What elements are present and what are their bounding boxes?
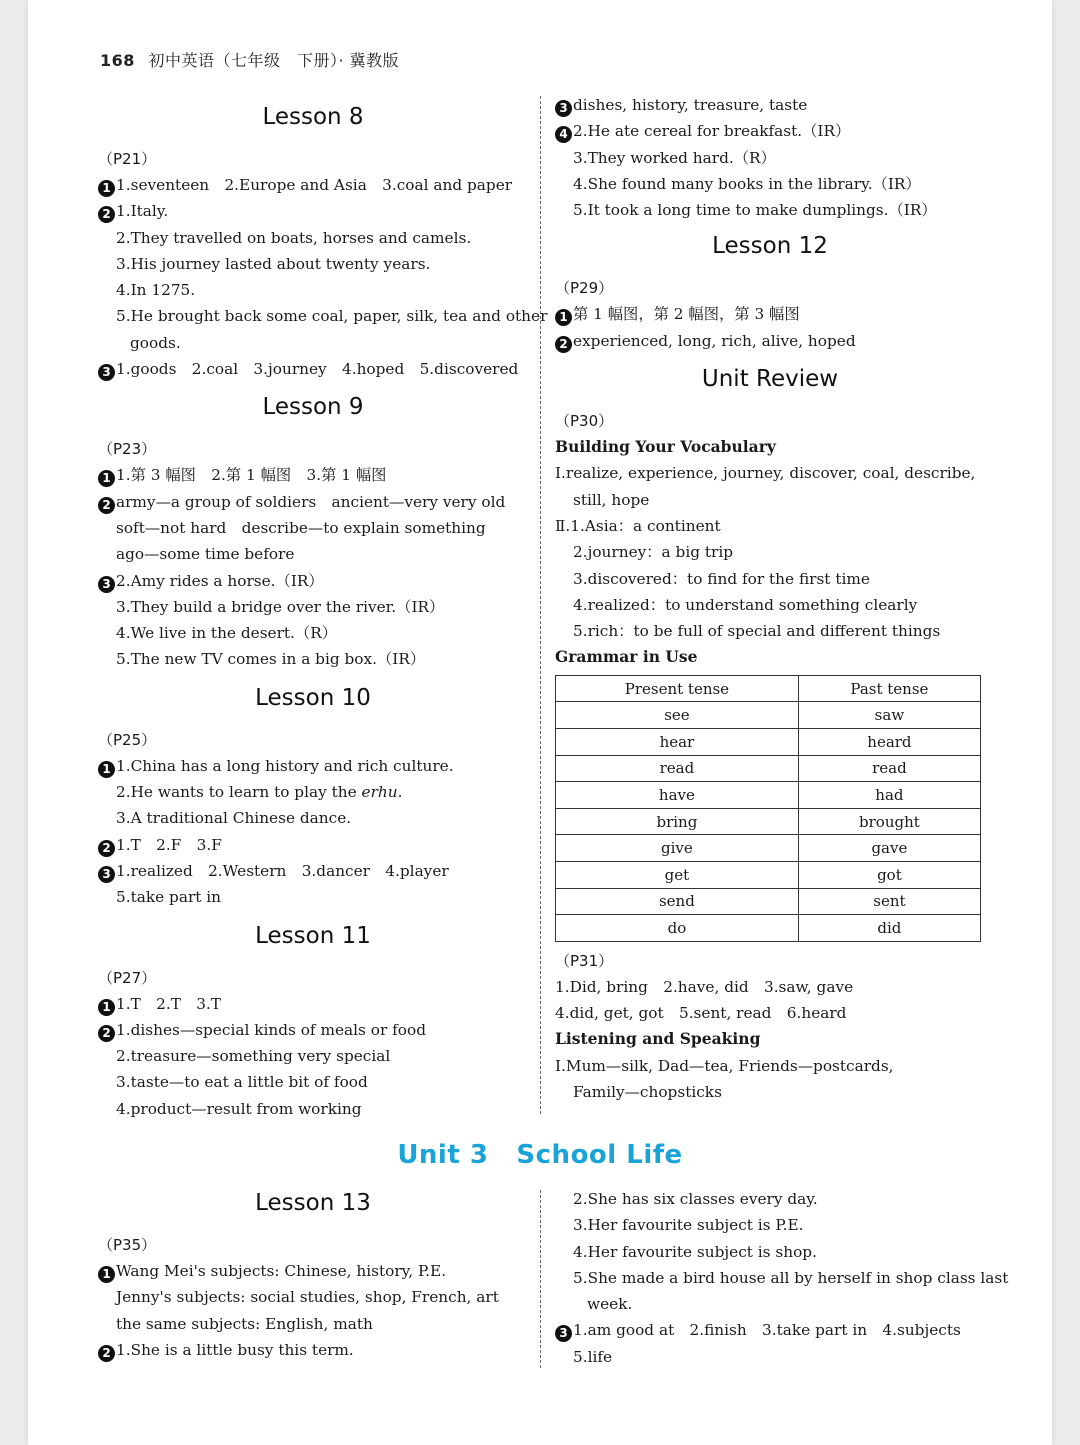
page-ref: （P31） xyxy=(555,951,614,970)
lesson-10-title: Lesson 10 xyxy=(255,684,371,711)
page-number: 168 xyxy=(100,51,135,70)
number-marker: 3 xyxy=(98,364,115,381)
number-marker: 2 xyxy=(98,497,115,514)
number-marker: 1 xyxy=(98,999,115,1016)
lesson-13-title: Lesson 13 xyxy=(255,1190,371,1216)
page-ref: （P23） xyxy=(98,440,157,459)
answer-line: 4.did, get, got 5.sent, read 6.heard xyxy=(555,1003,847,1022)
italic-word: erhu xyxy=(361,783,398,802)
table-row xyxy=(556,782,981,809)
number-marker: 2 xyxy=(98,1025,115,1042)
number-marker: 3 xyxy=(98,866,115,883)
answer-line: goods. xyxy=(130,333,181,352)
page-ref: （P29） xyxy=(555,279,614,298)
book-title: 初中英语（七年级 下册）· 冀教版 xyxy=(148,51,400,70)
answer-line: 4.product—result from working xyxy=(116,1099,362,1118)
answer-line: soft—not hard describe—to explain something xyxy=(116,518,486,537)
number-marker: 1 xyxy=(98,470,115,487)
column-header: Past tense xyxy=(798,675,980,702)
page-header xyxy=(100,48,399,71)
table-row xyxy=(556,755,981,782)
answer-line: 3 dishes, history, treasure, taste xyxy=(555,92,985,118)
answer-line: 2.journey：a big trip xyxy=(573,543,734,562)
answer-line: week. xyxy=(587,1295,633,1314)
answer-line: 1 第 1 幅图，第 2 幅图，第 3 幅图 xyxy=(555,301,985,327)
answer-line: 4 2.He ate cereal for breakfast.（IR） xyxy=(555,118,985,144)
answer-line: 2 experienced, long, rich, alive, hoped xyxy=(555,328,985,354)
page-ref: （P30） xyxy=(555,412,614,431)
answer-line: Ⅱ.1.Asia：a continent xyxy=(555,516,721,535)
answer-line: 3.Her favourite subject is P.E. xyxy=(573,1216,804,1235)
answer-line: 1 1.T 2.T 3.T xyxy=(98,991,528,1017)
table-cell: saw xyxy=(798,702,980,729)
lesson-8-title: Lesson 8 xyxy=(262,104,364,130)
unit-name: School Life xyxy=(516,1140,683,1170)
answer-line: 3.They worked hard.（R） xyxy=(573,148,776,167)
answer-line: 2 1.Italy. xyxy=(98,198,528,224)
answer-line: 5.It took a long time to make dumplings.（IR） xyxy=(573,201,937,220)
answer-line: 4.In 1275. xyxy=(116,281,196,300)
column-divider-top xyxy=(540,96,541,1114)
column-divider-bottom xyxy=(540,1190,541,1368)
answer-line: the same subjects: English, math xyxy=(116,1314,373,1333)
section-heading: Grammar in Use xyxy=(555,647,698,667)
table-row xyxy=(556,888,981,915)
answer-line: 1 1.第 3 幅图 2.第 1 幅图 3.第 1 幅图 xyxy=(98,462,528,488)
answer-line: 3 1.goods 2.coal 3.journey 4.hoped 5.discovered xyxy=(98,356,528,382)
table-cell: get xyxy=(556,861,799,888)
table-cell: read xyxy=(798,755,980,782)
answer-line: 2 1.T 2.F 3.F xyxy=(98,832,528,858)
answer-line: 5.take part in xyxy=(116,888,222,907)
table-cell: have xyxy=(556,782,799,809)
page-ref: （P27） xyxy=(98,968,157,987)
lesson-12-title: Lesson 12 xyxy=(712,233,828,260)
answer-line: 3.discovered：to find for the first time xyxy=(573,569,870,588)
answer-line: 3 1.realized 2.Western 3.dancer 4.player xyxy=(98,858,528,884)
number-marker: 3 xyxy=(555,1325,572,1342)
page-ref: （P35） xyxy=(98,1236,157,1254)
table-cell: had xyxy=(798,782,980,809)
number-marker: 4 xyxy=(555,126,572,143)
answer-line: 5.The new TV comes in a big box.（IR） xyxy=(116,650,426,669)
answer-line: 2.They travelled on boats, horses and camels. xyxy=(116,228,472,247)
table-cell: did xyxy=(798,915,980,942)
left-column-bottom xyxy=(98,1182,528,1363)
number-marker: 2 xyxy=(98,840,115,857)
answer-line: 5.She made a bird house all by herself in shop class last xyxy=(573,1268,1009,1287)
answer-line: 3.They build a bridge over the river.（IR） xyxy=(116,597,445,616)
table-cell: bring xyxy=(556,808,799,835)
answer-line: 5.rich：to be full of special and different things xyxy=(573,622,941,641)
table-cell: got xyxy=(798,861,980,888)
column-header: Present tense xyxy=(556,675,799,702)
page-ref: （P21） xyxy=(98,150,157,168)
number-marker: 1 xyxy=(98,180,115,197)
table-header-row xyxy=(556,675,981,702)
answer-line: 1.Did, bring 2.have, did 3.saw, gave xyxy=(555,977,854,996)
answer-line: 3.A traditional Chinese dance. xyxy=(116,809,352,828)
number-marker: 2 xyxy=(555,336,572,353)
table-row xyxy=(556,861,981,888)
number-marker: 3 xyxy=(98,576,115,593)
table-cell: give xyxy=(556,835,799,862)
answer-line: 4.realized：to understand something clearly xyxy=(573,595,918,614)
answer-line: 5.He brought back some coal, paper, silk, tea and other xyxy=(116,307,548,326)
answer-line: 4.Her favourite subject is shop. xyxy=(573,1242,817,1261)
answer-line: 2 army—a group of soldiers ancient—very very old xyxy=(98,489,528,515)
table-cell: send xyxy=(556,888,799,915)
table-row xyxy=(556,808,981,835)
answer-line: 3.His journey lasted about twenty years. xyxy=(116,254,431,273)
table-row xyxy=(556,835,981,862)
answer-line: Jenny's subjects: social studies, shop, French, art xyxy=(116,1288,499,1307)
answer-line: 2.He wants to learn to play the erhu. xyxy=(116,783,403,802)
number-marker: 2 xyxy=(98,1345,115,1362)
tense-table xyxy=(555,675,981,942)
section-heading: Listening and Speaking xyxy=(555,1029,761,1049)
table-cell: brought xyxy=(798,808,980,835)
table-row xyxy=(556,702,981,729)
right-column-bottom xyxy=(555,1186,1009,1370)
answer-line: 3.taste—to eat a little bit of food xyxy=(116,1073,368,1092)
answer-line: 2 1.She is a little busy this term. xyxy=(98,1337,528,1363)
number-marker: 2 xyxy=(98,206,115,223)
number-marker: 1 xyxy=(98,1266,115,1283)
table-row xyxy=(556,915,981,942)
number-marker: 3 xyxy=(555,100,572,117)
unit-review-title: Unit Review xyxy=(701,366,839,393)
answer-line: Family—chopsticks xyxy=(573,1082,722,1101)
unit-title xyxy=(0,1140,1080,1170)
answer-line: 4.We live in the desert.（R） xyxy=(116,624,338,643)
answer-line: 1 1.China has a long history and rich culture. xyxy=(98,753,528,779)
lesson-11-title: Lesson 11 xyxy=(255,922,371,949)
table-cell: sent xyxy=(798,888,980,915)
answer-line: Ⅰ.realize, experience, journey, discover, coal, describe, xyxy=(555,464,976,483)
answer-line: 3 1.am good at 2.finish 3.take part in 4.subjects xyxy=(555,1317,985,1343)
lesson-9-title: Lesson 9 xyxy=(262,394,364,421)
number-marker: 1 xyxy=(98,761,115,778)
answer-line: still, hope xyxy=(573,490,650,509)
table-cell: gave xyxy=(798,835,980,862)
answer-line: 2 1.dishes—special kinds of meals or food xyxy=(98,1017,528,1043)
answer-line: 5.life xyxy=(573,1347,613,1366)
answer-line: 4.She found many books in the library.（IR） xyxy=(573,174,921,193)
answer-line: 1 Wang Mei's subjects: Chinese, history, P.E. xyxy=(98,1258,528,1284)
answer-line: 1 1.seventeen 2.Europe and Asia 3.coal and paper xyxy=(98,172,528,198)
section-heading: Building Your Vocabulary xyxy=(555,437,776,457)
table-cell: do xyxy=(556,915,799,942)
answer-line: ago—some time before xyxy=(116,545,295,564)
answer-line: Ⅰ.Mum—silk, Dad—tea, Friends—postcards, xyxy=(555,1056,894,1075)
answer-line: 2.She has six classes every day. xyxy=(573,1190,818,1208)
number-marker: 1 xyxy=(555,309,572,326)
table-cell: read xyxy=(556,755,799,782)
table-row xyxy=(556,728,981,755)
answer-line: 3 2.Amy rides a horse.（IR） xyxy=(98,568,528,594)
table-cell: heard xyxy=(798,728,980,755)
right-column xyxy=(555,92,985,1105)
table-cell: hear xyxy=(556,728,799,755)
left-column xyxy=(98,96,548,1122)
page-ref: （P25） xyxy=(98,730,157,749)
answer-line: 2.treasure—something very special xyxy=(116,1047,391,1066)
unit-label: Unit 3 xyxy=(397,1140,489,1170)
table-cell: see xyxy=(556,702,799,729)
